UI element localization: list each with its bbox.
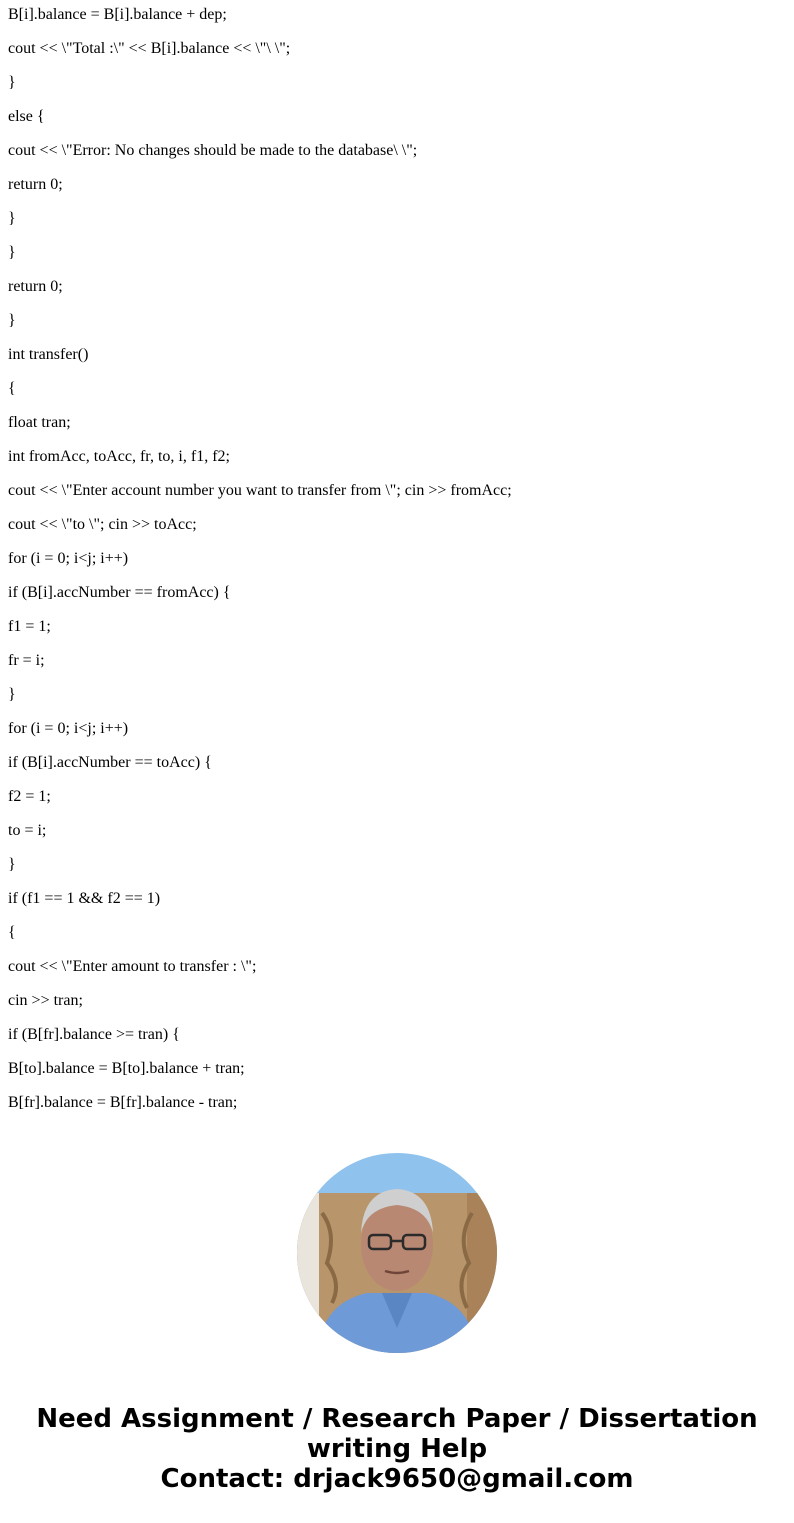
code-line: cout << \"Total :\" << B[i].balance << \"\ \"; [8, 40, 291, 57]
code-line: if (f1 == 1 && f2 == 1) [8, 890, 161, 907]
code-line: if (B[i].accNumber == toAcc) { [8, 754, 212, 771]
code-line: return 0; [8, 176, 63, 193]
code-line: cout << \"to \"; cin >> toAcc; [8, 516, 197, 533]
code-line: float tran; [8, 414, 71, 431]
code-line: int fromAcc, toAcc, fr, to, i, f1, f2; [8, 448, 230, 465]
footer-line-2: writing Help [306, 1434, 488, 1464]
author-avatar [297, 1153, 497, 1353]
code-line: { [8, 924, 16, 941]
avatar-photo [297, 1153, 497, 1353]
code-line: cout << \"Error: No changes should be made to the database\ \"; [8, 142, 418, 159]
code-line: cout << \"Enter account number you want to transfer from \"; cin >> fromAcc; [8, 482, 512, 499]
code-line: f2 = 1; [8, 788, 51, 805]
code-line: B[i].balance = B[i].balance + dep; [8, 6, 227, 23]
code-line: for (i = 0; i<j; i++) [8, 550, 129, 567]
code-line: for (i = 0; i<j; i++) [8, 720, 129, 737]
code-line: to = i; [8, 822, 47, 839]
code-line: return 0; [8, 278, 63, 295]
code-line: cin >> tran; [8, 992, 83, 1009]
code-line: } [8, 210, 16, 227]
code-line: } [8, 686, 16, 703]
code-line: } [8, 74, 16, 91]
code-line: } [8, 856, 16, 873]
code-line: B[fr].balance = B[fr].balance - tran; [8, 1094, 238, 1111]
footer-line-3: Contact: drjack9650@gmail.com [160, 1464, 634, 1494]
code-line: } [8, 244, 16, 261]
code-line: fr = i; [8, 652, 45, 669]
footer-line-1: Need Assignment / Research Paper / Dissertation [36, 1404, 758, 1434]
code-line: if (B[fr].balance >= tran) { [8, 1026, 180, 1043]
code-line: B[to].balance = B[to].balance + tran; [8, 1060, 245, 1077]
footer-contact [0, 1404, 794, 1494]
code-line: f1 = 1; [8, 618, 51, 635]
code-line: if (B[i].accNumber == fromAcc) { [8, 584, 231, 601]
code-line: int transfer() [8, 346, 89, 363]
code-line: { [8, 380, 16, 397]
code-line: else { [8, 108, 45, 125]
code-listing [8, 4, 788, 1126]
code-line: cout << \"Enter amount to transfer : \"; [8, 958, 257, 975]
code-line: } [8, 312, 16, 329]
